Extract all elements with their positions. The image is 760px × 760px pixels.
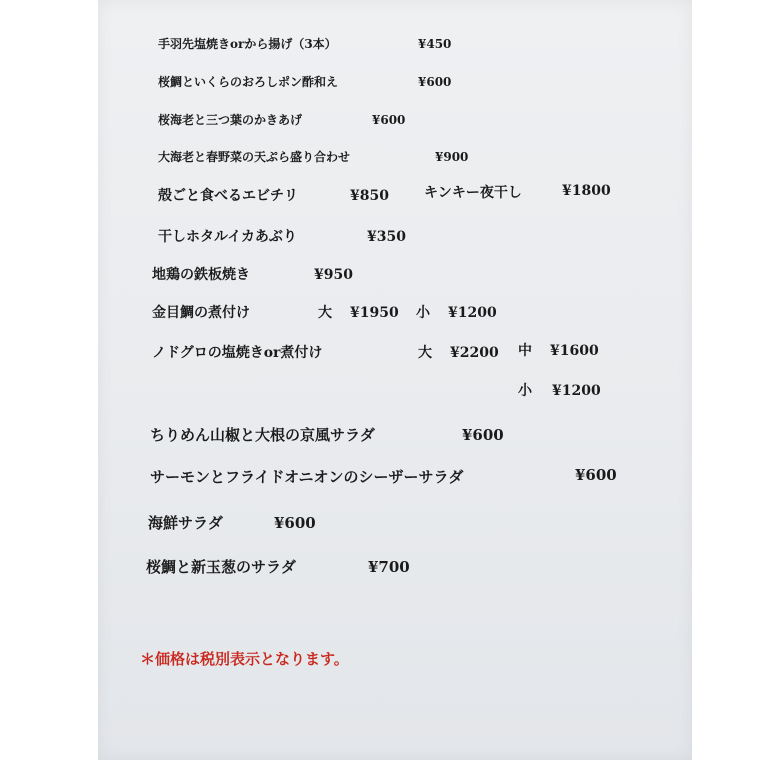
salad-item-price: ¥700 xyxy=(368,558,410,576)
menu-item-name: 地鶏の鉄板焼き xyxy=(152,267,250,283)
menu-item-price: ¥1200 xyxy=(552,383,601,399)
menu-item-name: 干しホタルイカあぶり xyxy=(158,229,297,245)
menu-item-name: ノドグロの塩焼きor煮付け xyxy=(152,345,323,361)
menu-item-price: ¥600 xyxy=(372,113,406,127)
salad-item-price: ¥600 xyxy=(462,426,504,444)
salad-item-name: 桜鯛と新玉葱のサラダ xyxy=(146,558,296,576)
menu-item-price: ¥1200 xyxy=(448,305,497,321)
menu-item-name: 桜鯛といくらのおろしポン酢和え xyxy=(158,75,339,89)
menu-item-price: ¥2200 xyxy=(450,345,499,361)
salad-item-name: サーモンとフライドオニオンのシーザーサラダ xyxy=(150,468,464,486)
menu-item-price: ¥1600 xyxy=(550,343,599,359)
menu-item-price: ¥1800 xyxy=(562,183,611,199)
salad-item-name: 海鮮サラダ xyxy=(148,514,223,532)
menu-item-price: ¥950 xyxy=(314,267,353,283)
menu-item-size: 大 xyxy=(318,305,332,321)
menu-item-price: ¥600 xyxy=(418,75,452,89)
menu-item-name: 金目鯛の煮付け xyxy=(152,305,250,321)
menu-item-price: ¥850 xyxy=(350,188,389,204)
salad-item-price: ¥600 xyxy=(575,466,617,484)
menu-item-name: 桜海老と三つ葉のかきあげ xyxy=(158,113,303,127)
menu-item-name: キンキー夜干し xyxy=(424,185,522,201)
salad-item-price: ¥600 xyxy=(274,514,316,532)
menu-item-size: 小 xyxy=(416,305,430,321)
menu-item-name: 殻ごと食べるエビチリ xyxy=(158,188,298,204)
menu-item-size: 小 xyxy=(518,383,532,399)
menu-item-price: ¥900 xyxy=(435,150,469,164)
menu-item-name: 大海老と春野菜の天ぷら盛り合わせ xyxy=(158,150,351,164)
menu-item-price: ¥450 xyxy=(418,37,452,51)
menu-item-price: ¥1950 xyxy=(350,305,399,321)
menu-item-size: 中 xyxy=(518,343,532,359)
tax-note: ＊価格は税別表示となります。 xyxy=(140,650,349,668)
menu-item-name: 手羽先塩焼きorから揚げ（3本） xyxy=(158,37,337,51)
menu-item-price: ¥350 xyxy=(367,229,406,245)
menu-item-size: 大 xyxy=(418,345,432,361)
salad-item-name: ちりめん山椒と大根の京風サラダ xyxy=(150,426,375,444)
